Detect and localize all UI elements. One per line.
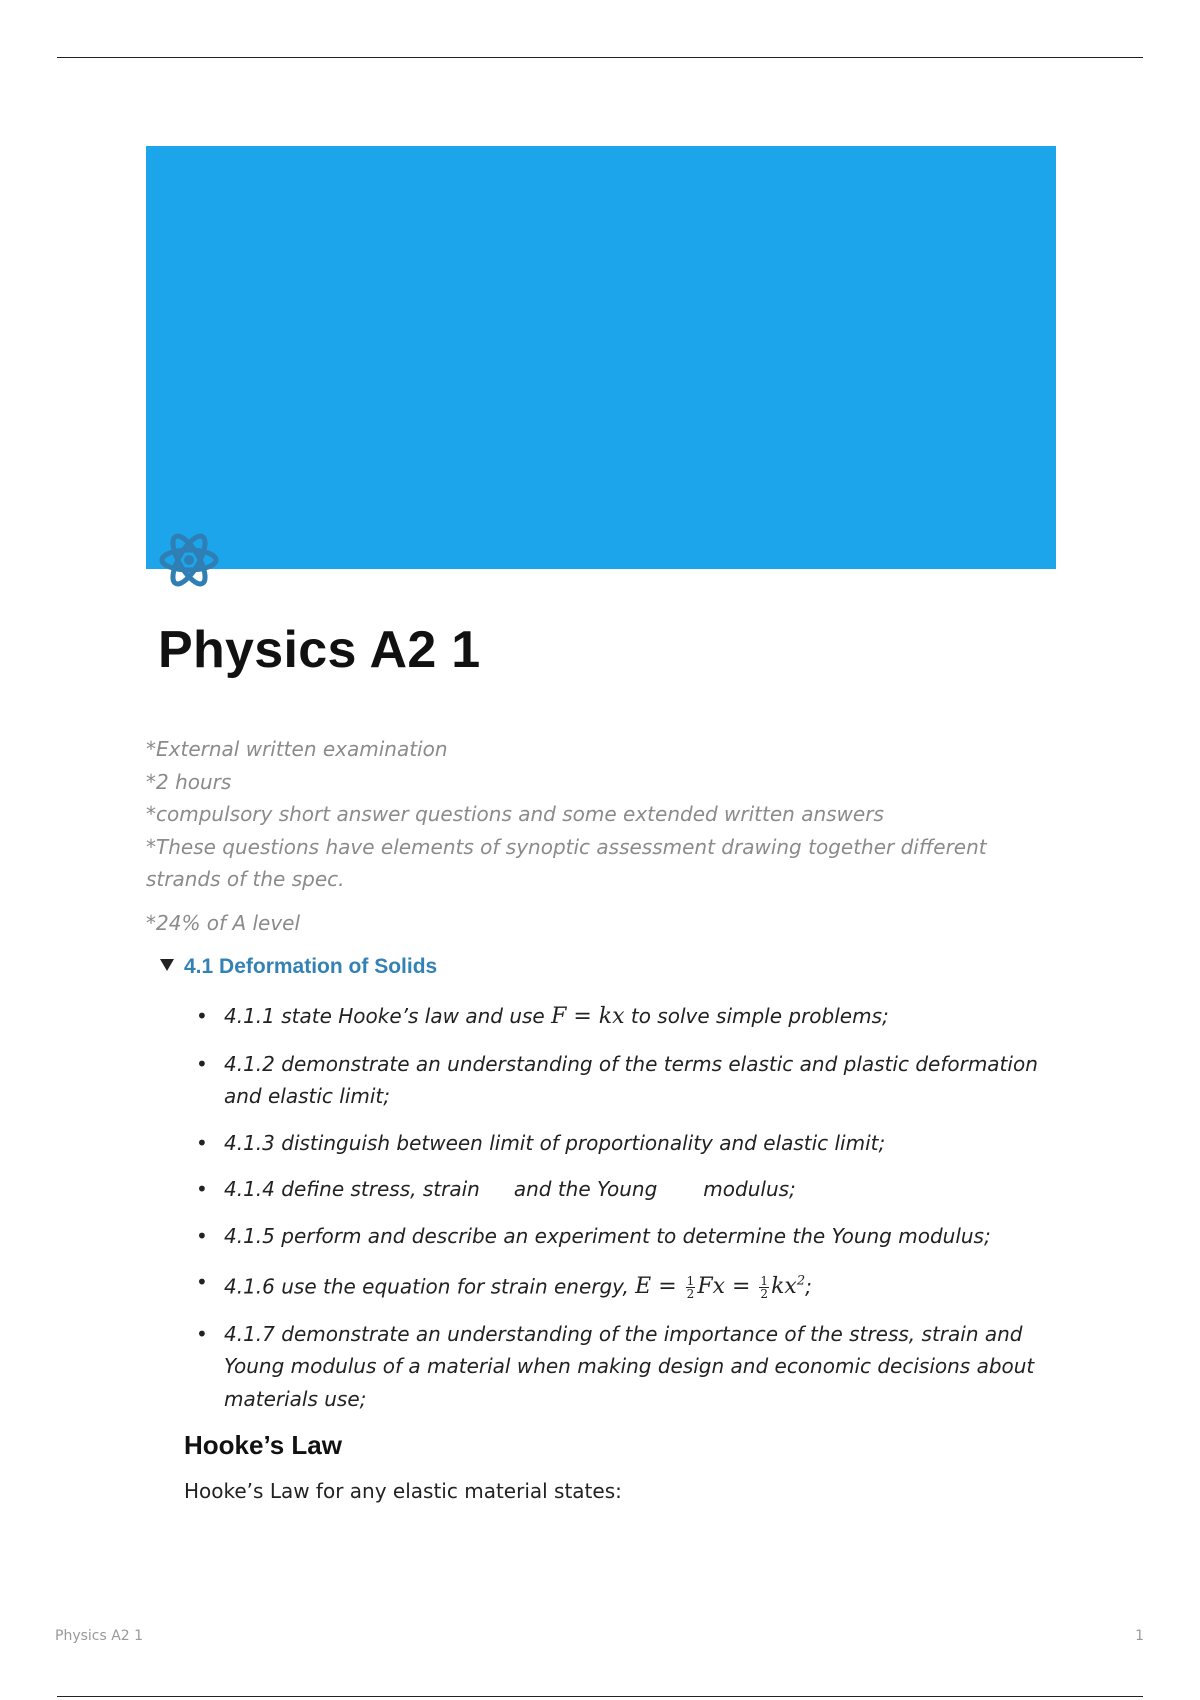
objective-text: 4.1.7 demonstrate an understanding of the importance of the stress, strain and Young modulus of a material when making design and economic decisions about materials use; <box>224 1321 1035 1411</box>
list-item <box>184 1000 1064 1034</box>
objective-text: and the Young <box>513 1177 658 1201</box>
math-part: E = <box>635 1274 677 1300</box>
fraction-one-half <box>686 1275 696 1300</box>
toggle-triangle-icon[interactable] <box>160 959 174 971</box>
note-line: *24% of A level <box>146 910 301 935</box>
section-heading: Hooke’s Law <box>184 1430 342 1460</box>
objective-text: ; <box>805 1274 812 1299</box>
note-line: *External written examination <box>146 737 448 761</box>
list-item <box>184 1173 1064 1206</box>
math-expression <box>635 1274 805 1299</box>
math-part: kx <box>771 1274 797 1300</box>
math-expression: F = kx <box>551 1004 625 1029</box>
fraction-numerator: 1 <box>686 1273 695 1288</box>
objective-text: 4.1.1 state Hooke’s law and use <box>224 1004 552 1028</box>
fraction-one-half <box>759 1275 769 1300</box>
objectives-list <box>184 1000 1064 1429</box>
fraction-denominator: 2 <box>760 1286 769 1301</box>
objective-text: 4.1.2 demonstrate an understanding of the terms elastic and plastic deformation and elastic limit; <box>224 1051 1038 1108</box>
list-item <box>184 1266 1064 1304</box>
section-paragraph: Hooke’s Law for any elastic material states: <box>184 1479 622 1503</box>
note-line: *compulsory short answer questions and some extended written answers <box>146 802 884 826</box>
math-exponent: 2 <box>796 1274 806 1289</box>
toggle-label: 4.1 Deformation of Solids <box>184 955 438 978</box>
fraction-numerator: 1 <box>760 1273 769 1288</box>
cover-image <box>146 146 1056 569</box>
list-item <box>184 1220 1064 1253</box>
objective-text: to solve simple problems; <box>624 1004 889 1028</box>
objective-text: 4.1.4 define stress, strain <box>224 1177 480 1201</box>
objective-text: modulus; <box>703 1177 796 1201</box>
note-line: *2 hours <box>146 769 232 794</box>
objective-text: 4.1.3 distinguish between limit of proportionality and elastic limit; <box>224 1130 886 1155</box>
objective-text: 4.1.6 use the equation for strain energy, <box>224 1274 636 1299</box>
fraction-denominator: 2 <box>686 1286 695 1301</box>
footer-doc-name: Physics A2 1 <box>55 1628 144 1644</box>
page-title: Physics A2 1 <box>158 621 481 679</box>
exam-notes <box>146 733 1046 939</box>
math-part: Fx = <box>697 1274 751 1300</box>
objective-text: 4.1.5 perform and describe an experiment to determine the Young modulus; <box>224 1223 991 1248</box>
top-rule <box>57 57 1143 58</box>
list-item <box>184 1048 1064 1113</box>
footer-page-number: 1 <box>1135 1628 1144 1644</box>
atom-icon <box>157 528 221 592</box>
bottom-rule <box>57 1696 1143 1697</box>
toggle-deformation-of-solids[interactable] <box>160 954 437 979</box>
list-item <box>184 1127 1064 1160</box>
list-item <box>184 1318 1064 1416</box>
note-line: *These questions have elements of synoptic assessment drawing together different strands of the spec. <box>146 834 987 891</box>
